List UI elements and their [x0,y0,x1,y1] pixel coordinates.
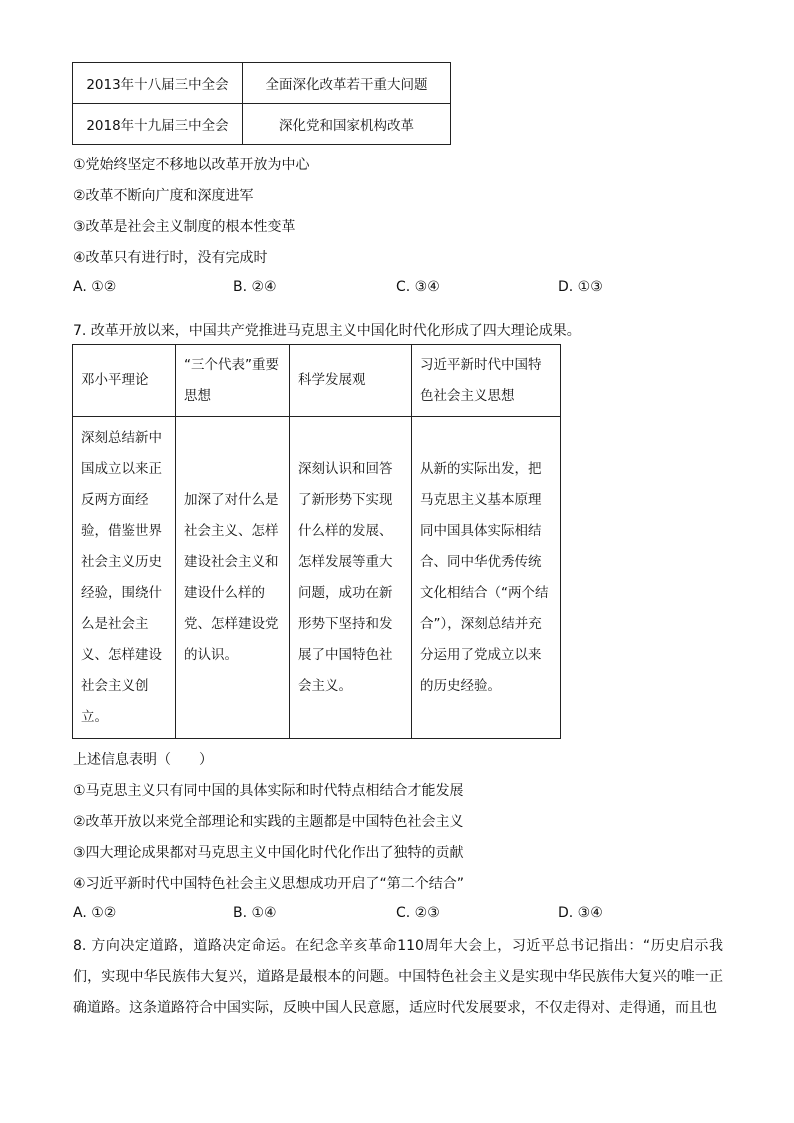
table-header-row [73,345,561,417]
table-cell: 2013年十八届三中全会 [73,63,243,104]
table-header-cell: 科学发展观 [290,345,412,417]
option-c[interactable]: C. ②③ [396,905,440,921]
option-a[interactable]: A. ①② [73,279,117,295]
table-cell: 深刻总结新中国成立以来正反两方面经验，借鉴世界社会主义历史经验，围绕什么是社会主义、怎样建设社会主义创立。 [73,417,176,739]
option-a[interactable]: A. ①② [73,905,117,921]
statement: ④改革只有进行时，没有完成时 [73,250,268,266]
theory-table [72,344,561,739]
statement: ②改革不断向广度和深度进军 [73,188,254,204]
table-cell: 从新的实际出发，把马克思主义基本原理同中国具体实际相结合、同中华优秀传统文化相结合（“两个结合”），深刻总结并充分运用了党成立以来的历史经验。 [412,417,561,739]
option-d[interactable]: D. ③④ [558,905,603,921]
statement: ②改革开放以来党全部理论和实践的主题都是中国特色社会主义 [73,814,464,830]
table-cell: 深化党和国家机构改革 [243,104,451,145]
question-stem: 7. 改革开放以来，中国共产党推进马克思主义中国化时代化形成了四大理论成果。 [73,323,581,339]
statement: ①党始终坚定不移地以改革开放为中心 [73,157,310,173]
statement: ④习近平新时代中国特色社会主义思想成功开启了“第二个结合” [73,876,465,892]
question-prompt: 上述信息表明（ ） [73,752,213,768]
table-row [73,63,451,104]
table-row [73,104,451,145]
reform-meetings-table [72,62,451,145]
statement: ③四大理论成果都对马克思主义中国化时代化作出了独特的贡献 [73,845,464,861]
statement: ①马克思主义只有同中国的具体实际和时代特点相结合才能发展 [73,783,464,799]
option-b[interactable]: B. ②④ [233,279,277,295]
table-cell: 全面深化改革若干重大问题 [243,63,451,104]
table-header-cell: “三个代表”重要思想 [176,345,290,417]
table-header-cell: 习近平新时代中国特色社会主义思想 [412,345,561,417]
statement: ③改革是社会主义制度的根本性变革 [73,219,296,235]
table-cell: 深刻认识和回答了新形势下实现什么样的发展、怎样发展等重大问题，成功在新形势下坚持和发展了中国特色社会主义。 [290,417,412,739]
table-header-cell: 邓小平理论 [73,345,176,417]
table-cell: 2018年十九届三中全会 [73,104,243,145]
question-stem: 8. 方向决定道路，道路决定命运。在纪念辛亥革命110周年大会上，习近平总书记指出：“历史启示我们，实现中华民族伟大复兴，道路是最根本的问题。中国特色社会主义是实现中华民族伟大复兴的唯一正确道路。这条道路符合中国实际，反映中国人民意愿，适应时代发展要求，不仅走得对、走得通，而且也 [73,938,723,1016]
option-d[interactable]: D. ①③ [558,279,603,295]
table-cell: 加深了对什么是社会主义、怎样建设社会主义和建设什么样的党、怎样建设党的认识。 [176,417,290,739]
table-row [73,417,561,739]
option-b[interactable]: B. ①④ [233,905,277,921]
option-c[interactable]: C. ③④ [396,279,440,295]
